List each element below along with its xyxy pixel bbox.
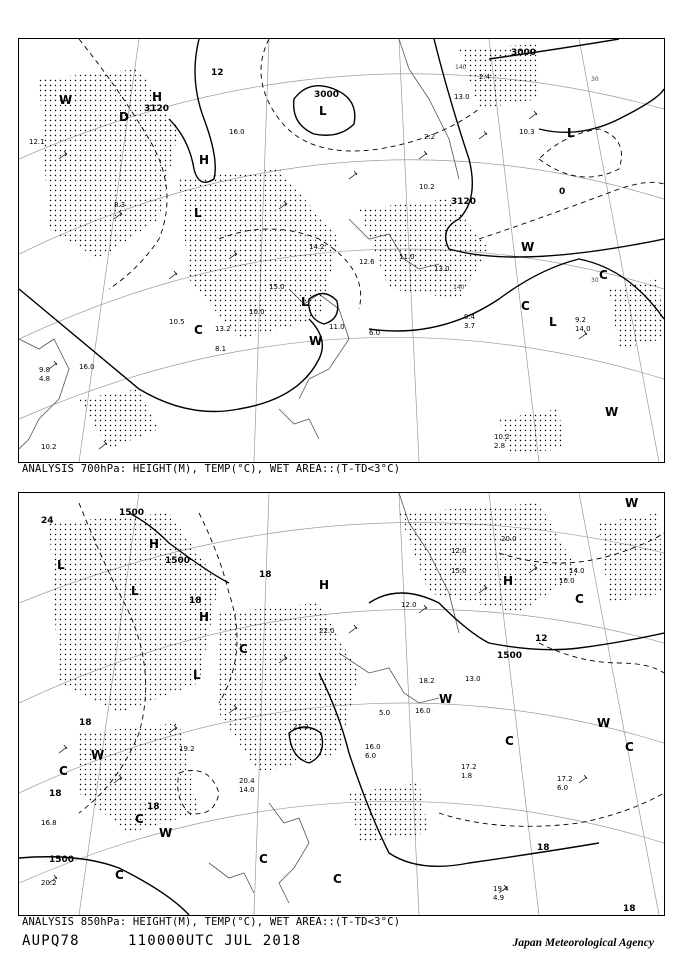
station-value: 12.0 [451, 547, 467, 555]
station-value: 22.0 [319, 627, 335, 635]
warm-center: W [309, 334, 323, 348]
station-value: 21.2 [293, 723, 309, 731]
contour-label: 24 [41, 516, 54, 526]
cold-center: C [259, 852, 268, 866]
low-center: L [319, 104, 327, 118]
caption-700hpa: ANALYSIS 700hPa: HEIGHT(M), TEMP(°C), WET AREA::(T-TD<3°C) [22, 463, 401, 475]
station-value: 6.0 [557, 784, 569, 792]
analysis-850hpa-map [18, 492, 665, 916]
station-value: 9.8 [39, 366, 51, 374]
cold-center: C [115, 868, 124, 882]
station-value: 2.8 [494, 442, 506, 450]
high-center: H [152, 90, 163, 104]
station-value: 14.0 [575, 325, 591, 333]
station-value: 14.2 [309, 243, 325, 251]
station-value: 6.0 [369, 329, 381, 337]
cold-center: C [239, 642, 248, 656]
warm-center: W [605, 405, 619, 419]
station-value: 10.2 [494, 433, 510, 441]
contour-label: 3000 [511, 48, 537, 58]
map-700hpa-svg [19, 39, 664, 462]
high-center: H [503, 574, 514, 588]
cold-center: C [505, 734, 514, 748]
station-value: 12.0 [401, 601, 417, 609]
station-value: 13.2 [215, 325, 231, 333]
low-center: L [194, 206, 202, 220]
contour-label: 1500 [497, 651, 523, 661]
station-value: 10.0 [559, 577, 575, 585]
station-value: 12.6 [359, 258, 375, 266]
station-value: 19.2 [179, 745, 195, 753]
station-value: 14.0 [239, 786, 255, 794]
contour-label: 18 [79, 718, 92, 728]
station-value: 9.4 [464, 313, 476, 321]
contour-label: 18 [189, 596, 202, 606]
station-value: 16.0 [229, 128, 245, 136]
high-center: H [199, 610, 210, 624]
station-value: 12.1 [29, 138, 45, 146]
cold-center: C [599, 268, 608, 282]
contour-label: 18 [259, 570, 272, 580]
warm-center: W [159, 826, 173, 840]
grid-label: 30 [591, 277, 599, 284]
product-code: AUPQ78 [22, 933, 80, 949]
station-value: 16.0 [415, 707, 431, 715]
station-value: 17.2 [557, 775, 573, 783]
station-value: 10.3 [519, 128, 535, 136]
station-value: 15.0 [269, 283, 285, 291]
contour-label: 1500 [119, 508, 145, 518]
low-center: L [131, 584, 139, 598]
contour-label: 18 [147, 802, 160, 812]
contour-label: 18 [623, 904, 636, 914]
station-value: 8.1 [215, 345, 227, 353]
station-value: 6.0 [365, 752, 377, 760]
cold-center: C [194, 323, 203, 337]
warm-center: W [521, 240, 535, 254]
contour-label: 1500 [49, 855, 75, 865]
station-value: 5.0 [379, 709, 391, 717]
low-center: L [193, 668, 201, 682]
station-value: 2.2 [424, 133, 436, 141]
station-value: 19.4 [493, 885, 509, 893]
wet-areas [39, 44, 664, 454]
dry-center: D [119, 110, 129, 124]
station-value: 13.0 [465, 675, 481, 683]
station-value: 15.0 [451, 567, 467, 575]
warm-center: W [597, 716, 611, 730]
cold-center: C [59, 764, 68, 778]
contour-label: 3120 [144, 104, 170, 114]
grid-label: 140 [455, 64, 467, 71]
map-850hpa-svg [19, 493, 664, 915]
station-value: 20.0 [501, 535, 517, 543]
analysis-700hpa-map [18, 38, 665, 463]
station-value: 10.2 [419, 183, 435, 191]
station-value: 1.8 [461, 772, 473, 780]
low-center: L [57, 558, 65, 572]
warm-center: W [625, 496, 639, 510]
cold-center: C [575, 592, 584, 606]
contour-label: 18 [537, 843, 550, 853]
station-value: 10.5 [169, 318, 185, 326]
warm-center: W [439, 692, 453, 706]
station-value: 20.2 [41, 879, 57, 887]
contour-label: 3000 [314, 90, 340, 100]
station-value: 10.0 [249, 308, 265, 316]
station-value: 16.8 [41, 819, 57, 827]
warm-center: W [59, 93, 73, 107]
station-value: 13.0 [454, 93, 470, 101]
contour-label: 12 [535, 634, 548, 644]
agency-name: Japan Meteorological Agency [512, 937, 654, 949]
cold-center: C [333, 872, 342, 886]
station-value: 16.0 [365, 743, 381, 751]
station-value: 18.2 [419, 677, 435, 685]
station-value: 3.7 [464, 322, 476, 330]
station-value: 10.2 [41, 443, 57, 451]
low-center: L [549, 315, 557, 329]
high-center: H [149, 537, 160, 551]
station-value: 4.8 [39, 375, 51, 383]
station-value: 11.0 [399, 253, 415, 261]
station-value: 8.3 [114, 201, 126, 209]
contour-label: 18 [49, 789, 62, 799]
high-center: H [199, 153, 210, 167]
low-center: L [567, 126, 575, 140]
station-value: 2.4 [479, 73, 491, 81]
station-value: 13.0 [434, 265, 450, 273]
station-value: 16.0 [79, 363, 95, 371]
caption-850hpa: ANALYSIS 850hPa: HEIGHT(M), TEMP(°C), WET AREA::(T-TD<3°C) [22, 916, 401, 928]
contour-label: 12 [211, 68, 224, 78]
cold-center: C [625, 740, 634, 754]
station-value: 17.2 [461, 763, 477, 771]
contour-label: 0 [559, 187, 566, 197]
valid-time: 110000UTC JUL 2018 [128, 933, 302, 949]
contour-label: 3120 [451, 197, 477, 207]
station-value: 9.2 [575, 316, 587, 324]
wet-areas [49, 503, 664, 843]
high-center: H [319, 578, 330, 592]
grid-label: 140 [453, 284, 465, 291]
station-value: 4.9 [493, 894, 505, 902]
station-value: 20.4 [239, 777, 255, 785]
warm-center: W [91, 748, 105, 762]
station-value: 14.0 [569, 567, 585, 575]
low-center: L [301, 295, 309, 309]
grid-label: 30 [591, 76, 599, 83]
cold-center: C [521, 299, 530, 313]
station-value: 11.0 [329, 323, 345, 331]
contour-label: 1500 [165, 556, 191, 566]
cold-center: C [135, 812, 144, 826]
